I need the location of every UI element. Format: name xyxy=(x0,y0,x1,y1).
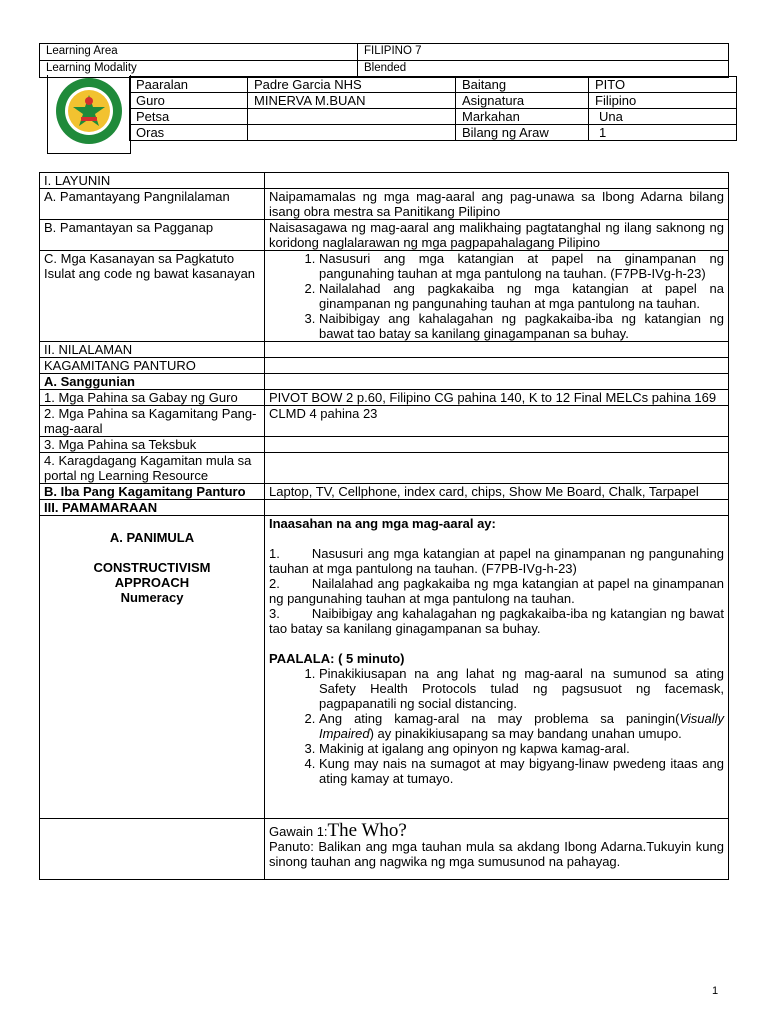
layunin-heading: I. LAYUNIN xyxy=(40,173,265,189)
objective-item xyxy=(269,576,724,606)
learning-modality-label: Learning Modality xyxy=(40,61,358,78)
petsa-value xyxy=(248,109,456,125)
lesson-plan-table xyxy=(39,172,729,880)
paalala-list xyxy=(269,666,724,786)
objective-number: 3. xyxy=(269,606,280,621)
learning-area-value: FILIPINO 7 xyxy=(358,44,729,61)
oras-label: Oras xyxy=(130,125,248,141)
objective-text: Nasusuri ang mga katangian at papel na ginampanan ng pangunahing tauhan at mga pantulong na tauhan. (F7PB-IVg-h-23) xyxy=(269,546,724,576)
iba-pang-kagamitan-label: B. Iba Pang Kagamitang Panturo xyxy=(40,484,265,500)
panimula-content-cell xyxy=(265,516,729,819)
approach-line-2: APPROACH xyxy=(114,575,190,590)
iba-pang-kagamitan-value: Laptop, TV, Cellphone, index card, chips, Show Me Board, Chalk, Tarpapel xyxy=(265,484,729,500)
oras-value xyxy=(248,125,456,141)
kagamitang-mag-aaral-label: 2. Mga Pahina sa Kagamitang Pang-mag-aaral xyxy=(40,406,265,437)
pamamaraan-heading: III. PAMAMARAAN xyxy=(40,500,265,516)
paalala-heading: PAALALA: ( 5 minuto) xyxy=(269,651,405,666)
pamantayan-sa-pagganap-label: B. Pamantayan sa Pagganap xyxy=(40,220,265,251)
guro-value: MINERVA M.BUAN xyxy=(248,93,456,109)
school-seal-logo xyxy=(55,77,123,145)
nilalaman-heading: II. NILALAMAN xyxy=(40,342,265,358)
paalala-italic-text: Visually Impaired xyxy=(319,711,724,741)
kasanayan-item: 3. Naibibigay ang kahalagahan ng pagkakaiba-iba ng katangian ng bawat tao batay sa kanilang ginagampanan sa buhay. xyxy=(319,311,724,341)
objective-text: Naibibigay ang kahalagahan ng pagkakaiba-iba ng katangian ng bawat tao batay sa kanilang ginagampanan sa buhay. xyxy=(269,606,724,636)
asignatura-label: Asignatura xyxy=(456,93,589,109)
learning-resource-portal-label: 4. Karagdagang Kagamitan mula sa portal ng Learning Resource xyxy=(40,453,265,484)
gawain-title-line xyxy=(269,820,724,841)
paalala-text: ) ay pinakikiusapang sa may bandang unahan umupo. xyxy=(369,726,682,741)
objective-item xyxy=(269,546,724,576)
panuto-text: Panuto: Balikan ang mga tauhan mula sa akdang Ibong Adarna.Tukuyin kung sinong tauhan ang nagwika ng mga sumusunod na pahayag. xyxy=(269,839,724,869)
kasanayan-item: 1. Nasusuri ang mga katangian at papel na ginampanan ng pangunahing tauhan at mga pantulong na tauhan. (F7PB-IVg-h-23) xyxy=(319,251,724,281)
paaralan-label: Paaralan xyxy=(130,77,248,93)
teksbuk-value xyxy=(265,437,729,453)
paalala-item: 3. Makinig at igalang ang opinyon ng kapwa kamag-aral. xyxy=(319,741,724,756)
approach-line-1: CONSTRUCTIVISM xyxy=(93,560,211,575)
page-number: 1 xyxy=(712,985,719,997)
kagamitang-panturo-heading: KAGAMITANG PANTURO xyxy=(40,358,265,374)
paalala-item xyxy=(319,711,724,741)
objective-text: Nailalahad ang pagkakaiba ng mga katangian at papel na ginampanan ng pangunahing tauhan at mga pantulong na tauhan. xyxy=(269,576,724,606)
objective-number: 1. xyxy=(269,546,280,561)
kagamitang-mag-aaral-value: CLMD 4 pahina 23 xyxy=(265,406,729,437)
guro-label: Guro xyxy=(130,93,248,109)
kasanayan-list-cell xyxy=(265,251,729,342)
objective-number: 2. xyxy=(269,576,280,591)
gabay-ng-guro-value: PIVOT BOW 2 p.60, Filipino CG pahina 140, K to 12 Final MELCs pahina 169 xyxy=(265,390,729,406)
gawain-label: Gawain 1: xyxy=(269,824,328,839)
panimula-heading: A. PANIMULA xyxy=(109,530,195,545)
school-details-table xyxy=(129,76,737,141)
kasanayan-list xyxy=(269,251,724,341)
baitang-value: PITO xyxy=(589,77,737,93)
gawain-cell xyxy=(265,819,729,880)
kasanayan-label: C. Mga Kasanayan sa Pagkatuto Isulat ang code ng bawat kasanayan xyxy=(40,251,265,342)
learning-modality-value: Blended xyxy=(358,61,729,78)
kasanayan-item: 2. Nailalahad ang pagkakaiba ng mga katangian at papel na ginampanan ng pangunahing tauhan at mga pantulong na tauhan. xyxy=(319,281,724,311)
paaralan-value: Padre Garcia NHS xyxy=(248,77,456,93)
gabay-ng-guro-label: 1. Mga Pahina sa Gabay ng Guro xyxy=(40,390,265,406)
panimula-cell xyxy=(40,516,265,819)
paalala-item: 1. Pinakikiusapan na ang lahat ng mag-aaral na sumunod sa ating Safety Health Protocols tulad ng pagsusuot ng facemask, pagpapanatili ng social distancing. xyxy=(319,666,724,711)
objective-item xyxy=(269,606,724,636)
pamantayan-sa-pagganap-value: Naisasagawa ng mag-aaral ang malikhaing pagtatanghal ng ilang saknong ng koridong naglalarawan ng mga pagpapahalagang Pilipino xyxy=(265,220,729,251)
pamantayang-pangnilalaman-label: A. Pamantayang Pangnilalaman xyxy=(40,189,265,220)
pamantayang-pangnilalaman-value: Naipamamalas ng mga mag-aaral ang pag-unawa sa Ibong Adarna bilang isang obra mestra sa Panitikang Pilipino xyxy=(265,189,729,220)
inaasahan-heading: Inaasahan na ang mga mag-aaral ay: xyxy=(269,516,496,531)
sanggunian-heading: A. Sanggunian xyxy=(40,374,265,390)
asignatura-value: Filipino xyxy=(589,93,737,109)
learning-info-table xyxy=(39,43,729,78)
gawain-title: The Who? xyxy=(327,820,407,841)
approach-line-3: Numeracy xyxy=(120,590,184,605)
markahan-label: Markahan xyxy=(456,109,589,125)
bilang-ng-araw-value: 1 xyxy=(589,125,737,141)
baitang-label: Baitang xyxy=(456,77,589,93)
petsa-label: Petsa xyxy=(130,109,248,125)
bilang-ng-araw-label: Bilang ng Araw xyxy=(456,125,589,141)
teksbuk-label: 3. Mga Pahina sa Teksbuk xyxy=(40,437,265,453)
learning-resource-portal-value xyxy=(265,453,729,484)
paalala-text: Ang ating kamag-aral na may problema sa paningin( xyxy=(319,711,680,726)
paalala-item: 4. Kung may nais na sumagot at may bigyang-linaw pwedeng itaas ang ating kamay at tumayo. xyxy=(319,756,724,786)
learning-area-label: Learning Area xyxy=(40,44,358,61)
markahan-value: Una xyxy=(589,109,737,125)
